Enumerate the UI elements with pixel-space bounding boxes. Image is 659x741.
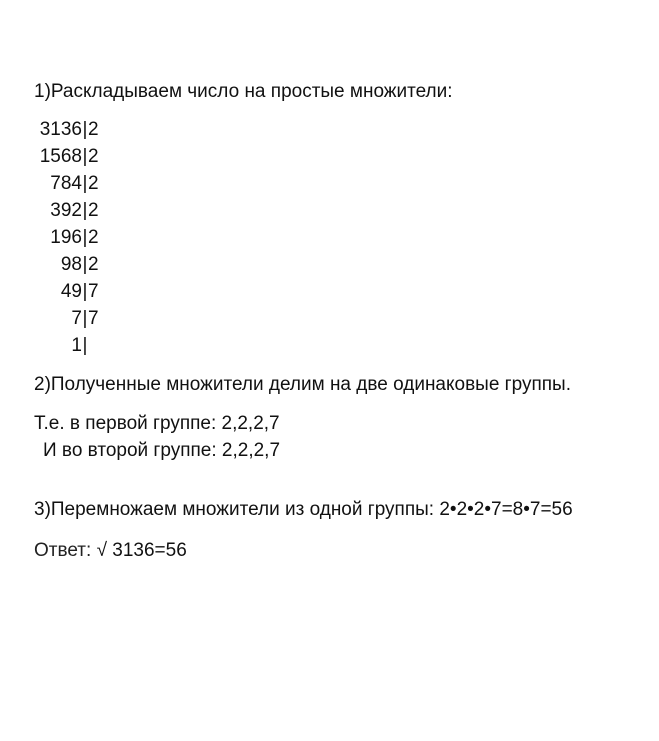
factor-number: 1 [71, 335, 82, 356]
factor-separator: | [82, 173, 88, 194]
factorization-table [34, 116, 654, 359]
answer-label: Ответ: [34, 540, 92, 561]
factor-number: 392 [50, 200, 82, 221]
factor-separator: | [82, 254, 88, 275]
answer [34, 537, 654, 564]
factor-divisor: 7 [88, 308, 99, 329]
factor-divisor: 2 [88, 200, 99, 221]
factor-number: 49 [60, 281, 82, 302]
group-2-text: И во второй группе: 2,2,2,7 [43, 440, 281, 461]
group-1-text: Т.е. в первой группе: 2,2,2,7 [34, 413, 280, 434]
factor-separator: | [82, 146, 88, 167]
factor-separator: | [82, 308, 88, 329]
answer-value: √ 3136=56 [96, 540, 187, 561]
step-2-text: 2)Полученные множители делим на две одинаковые группы. [34, 374, 571, 395]
factor-divisor: 2 [88, 173, 99, 194]
factor-divisor: 2 [88, 254, 99, 275]
step-3-text: 3)Перемножаем множители из одной группы: 2•2•2•7=8•7=56 [34, 499, 573, 520]
factor-divisor: 2 [88, 146, 99, 167]
factor-separator: | [82, 335, 88, 356]
factor-number: 1568 [39, 146, 82, 167]
factor-divisor: 2 [88, 227, 99, 248]
factor-number: 7 [71, 308, 82, 329]
step-1-text: 1)Раскладываем число на простые множители: [34, 81, 453, 102]
factor-number: 784 [50, 173, 82, 194]
factor-divisor [88, 332, 118, 359]
factor-separator: | [82, 200, 88, 221]
factor-separator: | [82, 281, 88, 302]
factor-number: 3136 [39, 119, 82, 140]
factor-separator: | [82, 227, 88, 248]
factor-divisor: 2 [88, 119, 99, 140]
factor-number: 196 [50, 227, 82, 248]
factor-separator: | [82, 119, 88, 140]
factor-number: 98 [60, 254, 82, 275]
factor-divisor: 7 [88, 281, 99, 302]
document [34, 78, 654, 564]
